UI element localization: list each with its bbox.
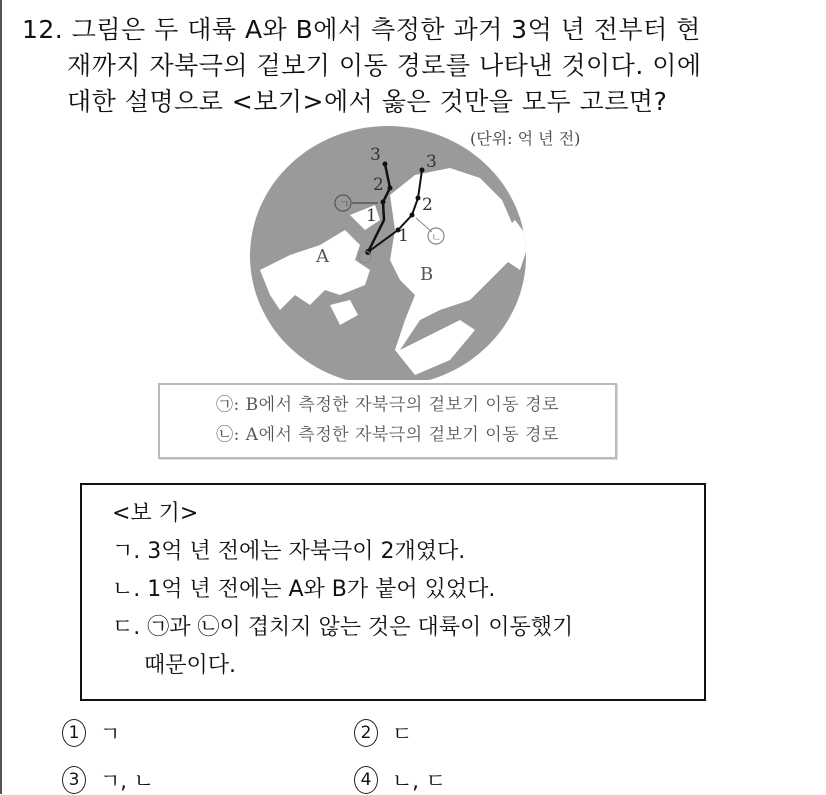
choice-number-3: 3 <box>62 766 86 794</box>
choice-number-2: 2 <box>354 719 378 747</box>
svg-text:1: 1 <box>398 226 409 246</box>
choice-2[interactable] <box>354 718 412 748</box>
svg-text:1: 1 <box>366 206 377 226</box>
choice-text-2: ㄷ <box>392 722 413 746</box>
bogi-item-1: ㄱ. 3억 년 전에는 자북극이 2개였다. <box>112 539 466 564</box>
figure-legend <box>158 383 617 459</box>
svg-text:3: 3 <box>426 152 437 172</box>
unit-label: (단위: 억 년 전) <box>470 129 581 148</box>
svg-text:ㄴ: ㄴ <box>431 231 442 244</box>
question-line-3: 대한 설명으로 <보기>에서 옳은 것만을 모두 고르면? <box>67 87 668 116</box>
svg-text:ㄱ: ㄱ <box>339 198 350 211</box>
svg-text:2: 2 <box>422 195 433 215</box>
svg-text:3: 3 <box>370 145 381 165</box>
question-line-1: 12. 그림은 두 대륙 A와 B에서 측정한 과거 3억 년 전부터 현 <box>22 15 701 44</box>
choice-text-4: ㄴ, ㄷ <box>392 769 446 793</box>
page-left-border <box>0 0 2 794</box>
bogi-item-3-continued: 때문이다. <box>144 653 237 678</box>
question-line-2: 재까지 자북극의 겉보기 이동 경로를 나타낸 것이다. 이에 <box>67 51 702 80</box>
legend-item-2: ㉡: A에서 측정한 자북극의 겉보기 이동 경로 <box>216 425 559 445</box>
choice-number-1: 1 <box>62 719 86 747</box>
bogi-item-3: ㄷ. ㉠과 ㉡이 겹치지 않는 것은 대륙이 이동했기 <box>112 615 574 640</box>
globe-figure <box>240 120 640 380</box>
choice-number-4: 4 <box>354 766 378 794</box>
bogi-title: <보 기> <box>112 501 199 526</box>
globe-map-icon <box>240 120 640 380</box>
continent-a-label: A <box>316 246 329 267</box>
bogi-box <box>80 483 706 701</box>
svg-text:2: 2 <box>373 175 384 195</box>
choice-text-3: ㄱ, ㄴ <box>100 769 154 793</box>
continent-b-label: B <box>420 264 434 285</box>
choice-3[interactable] <box>62 765 154 795</box>
legend-item-1: ㉠: B에서 측정한 자북극의 겉보기 이동 경로 <box>216 395 559 415</box>
bogi-item-2: ㄴ. 1억 년 전에는 A와 B가 붙어 있었다. <box>112 577 496 602</box>
choice-1[interactable] <box>62 718 120 748</box>
choice-text-1: ㄱ <box>100 722 121 746</box>
question-stem <box>22 12 812 120</box>
choice-4[interactable] <box>354 765 446 795</box>
